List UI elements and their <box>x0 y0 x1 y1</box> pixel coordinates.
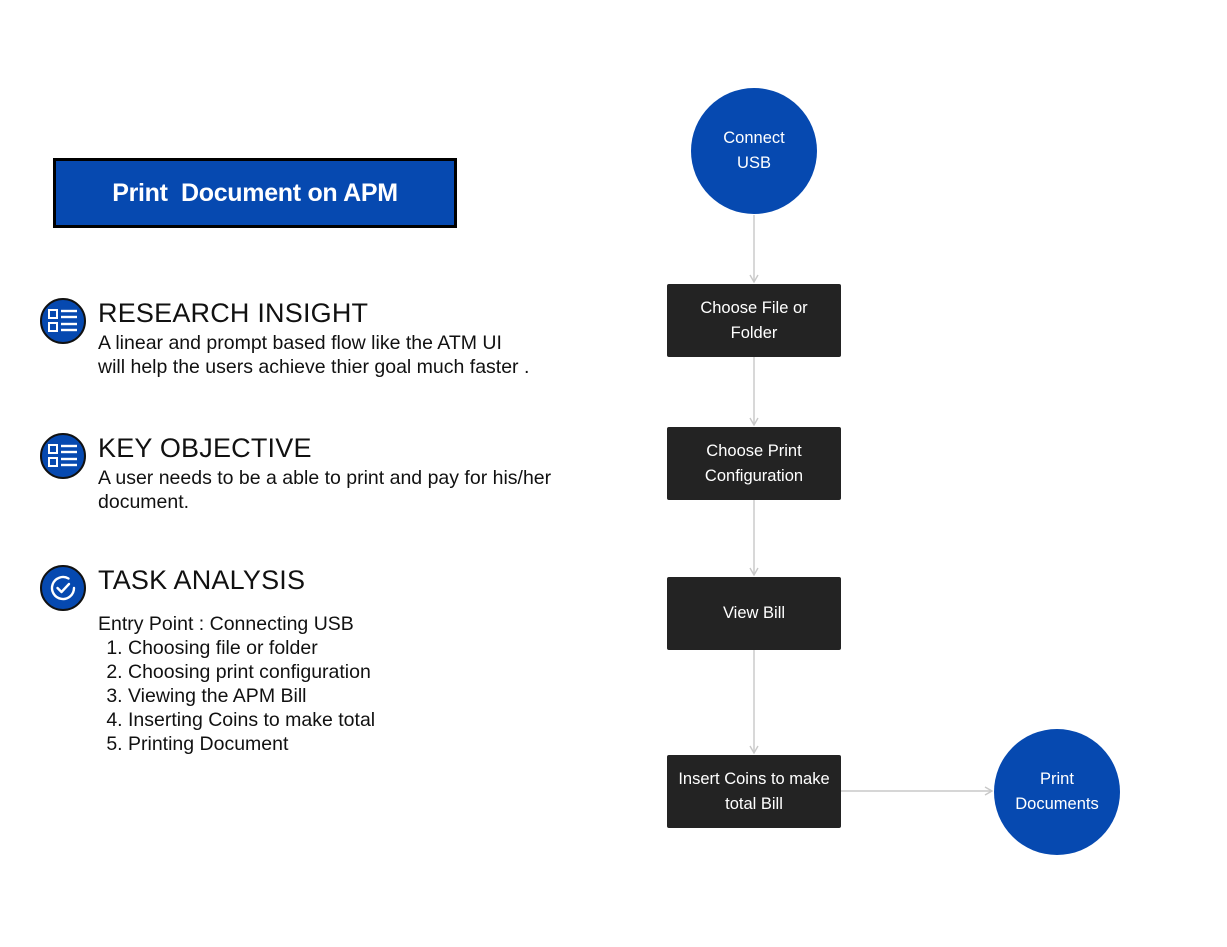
page-title: Print Document on APM <box>112 178 398 207</box>
task-step: 5. Printing Document <box>128 732 375 756</box>
flow-step-view-bill <box>667 577 841 650</box>
objective-line-2: document. <box>98 491 190 513</box>
flow-step-label: View Bill <box>722 604 786 622</box>
flow-step-label: Choose Print Configuration <box>704 441 804 485</box>
flow-step-label: Choose File or Folder <box>700 298 808 342</box>
task-step: 3. Viewing the APM Bill <box>128 684 375 708</box>
task-step: 4. Inserting Coins to make total <box>128 708 375 732</box>
flow-step-choose-print-config <box>667 427 841 500</box>
flow-step-insert-coins <box>667 755 841 828</box>
flow-start-label: Connect USB <box>723 129 785 172</box>
flow-end-label: Print Documents <box>1015 770 1099 813</box>
flow-step-choose-file <box>667 284 841 357</box>
flow-start-connect-usb <box>691 88 817 214</box>
flow-step-label: Insert Coins to make total Bill <box>678 769 830 813</box>
task-analysis-heading: TASK ANALYSIS <box>98 565 306 595</box>
key-objective-heading: KEY OBJECTIVE <box>98 433 312 463</box>
task-entry-point: Entry Point : Connecting USB <box>98 613 354 635</box>
flow-end-print-documents <box>994 729 1120 855</box>
research-line-1: A linear and prompt based flow like the ATM UI <box>98 332 502 354</box>
objective-line-1: A user needs to be a able to print and pay for his/her <box>98 467 552 489</box>
research-insight-heading: RESEARCH INSIGHT <box>98 298 369 328</box>
task-step: 2. Choosing print configuration <box>128 660 375 684</box>
research-line-2: will help the users achieve thier goal much faster . <box>98 356 530 378</box>
task-step: 1. Choosing file or folder <box>128 636 375 660</box>
